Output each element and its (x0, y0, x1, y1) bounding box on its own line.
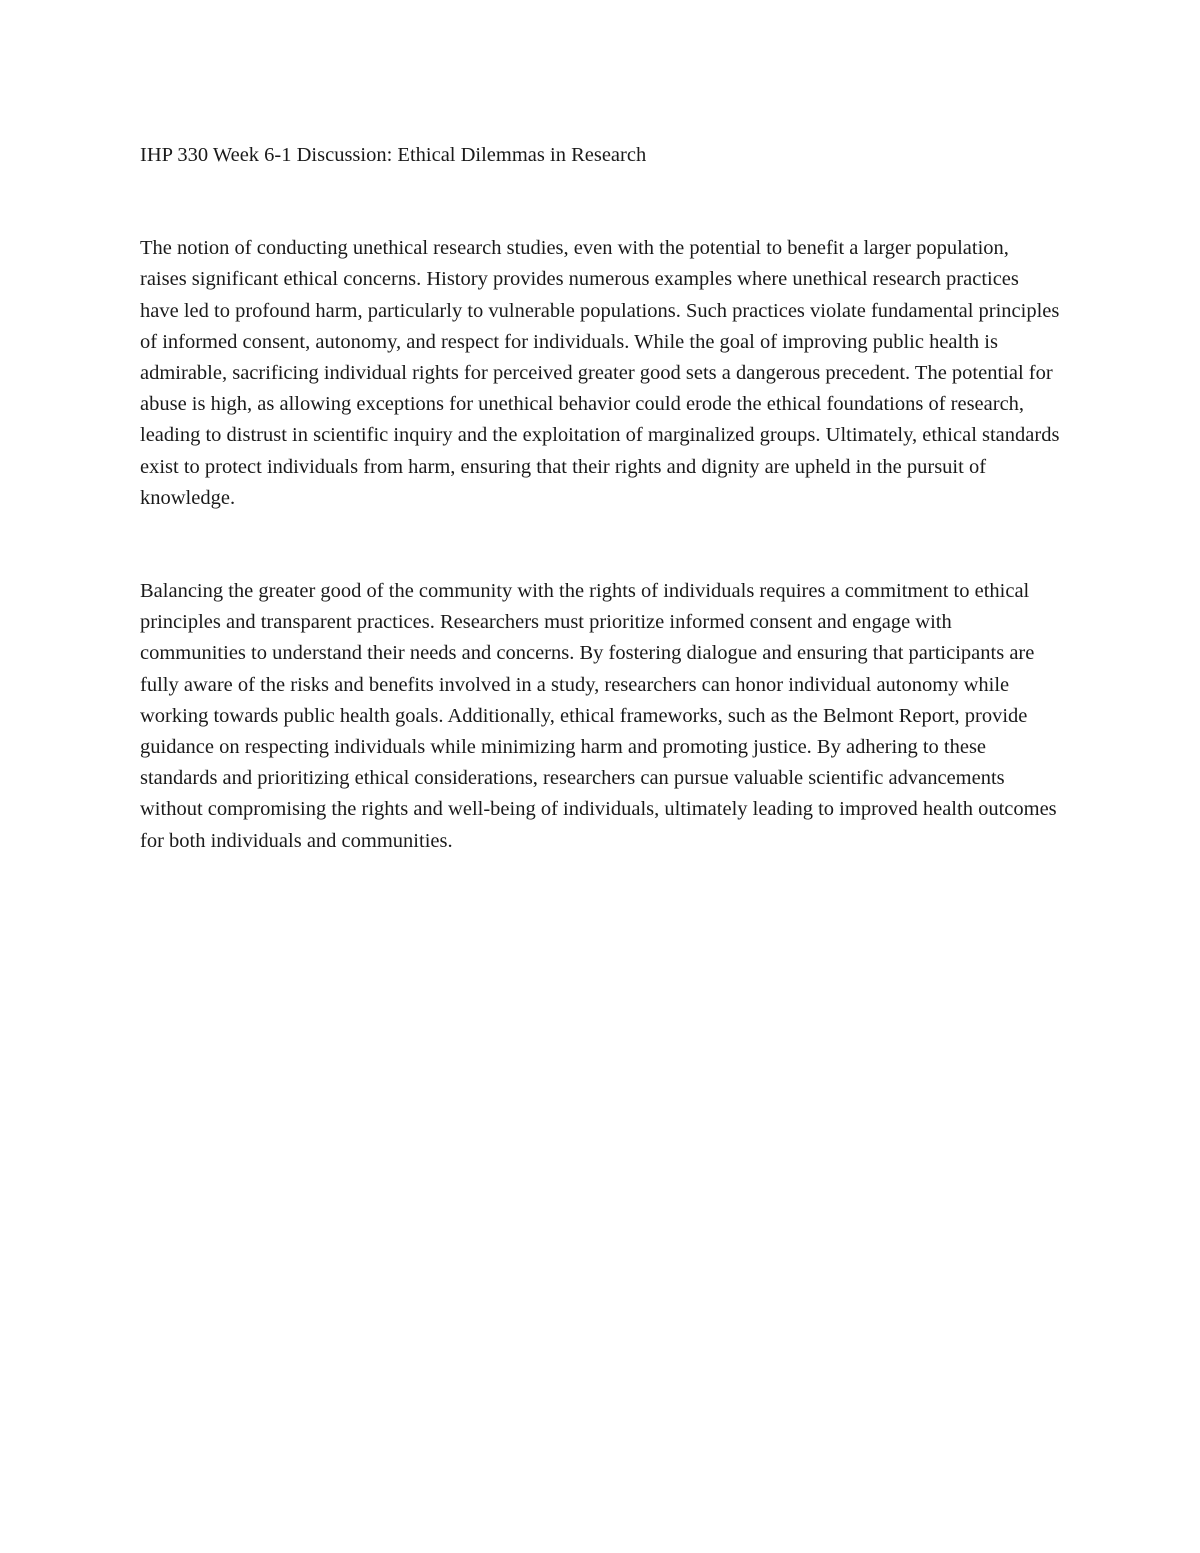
body-paragraph-2: Balancing the greater good of the community with the rights of individuals requires a commitment to ethical principles and transparent practices. Researchers must prioritize informed consent and engage with communities to understand their needs and concerns. By fostering dialogue and ensuring that participants are fully aware of the risks and benefits involved in a study, researchers can honor individual autonomy while working towards public health goals. Additionally, ethical frameworks, such as the Belmont Report, provide guidance on respecting individuals while minimizing harm and promoting justice. By adhering to these standards and prioritizing ethical considerations, researchers can pursue valuable scientific advancements without compromising the rights and well-being of individuals, ultimately leading to improved health outcomes for both individuals and communities. (140, 580, 1057, 852)
document-title: IHP 330 Week 6-1 Discussion: Ethical Dilemmas in Research (140, 144, 647, 166)
document-body (140, 140, 1060, 857)
body-paragraph-1: The notion of conducting unethical research studies, even with the potential to benefit a larger population, raises significant ethical concerns. History provides numerous examples where unethical research practices have led to profound harm, particularly to vulnerable populations. Such practices violate fundamental principles of informed consent, autonomy, and respect for individuals. While the goal of improving public health is admirable, sacrificing individual rights for perceived greater good sets a dangerous precedent. The potential for abuse is high, as allowing exceptions for unethical behavior could erode the ethical foundations of research, leading to distrust in scientific inquiry and the exploitation of marginalized groups. Ultimately, ethical standards exist to protect individuals from harm, ensuring that their rights and dignity are upheld in the pursuit of knowledge. (140, 237, 1060, 509)
